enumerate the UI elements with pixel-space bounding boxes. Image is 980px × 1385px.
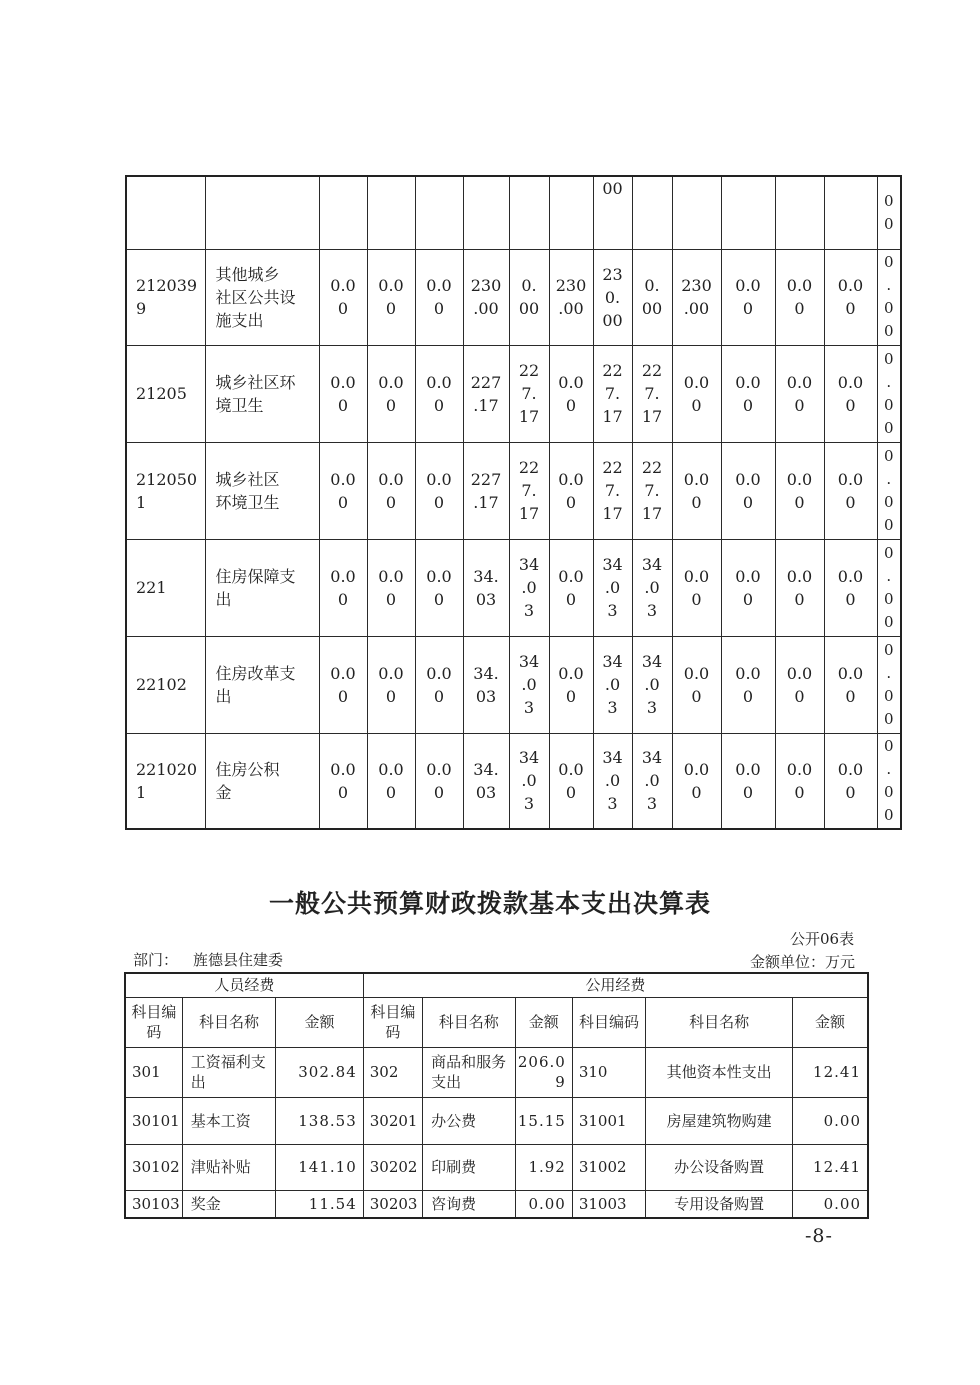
dept-value: 旌德县住建委 xyxy=(193,951,284,969)
table-row xyxy=(126,345,901,442)
amount-cell: 0.0 0 xyxy=(824,539,877,636)
subject-name: 城乡社区环 境卫生 xyxy=(205,345,319,442)
table-row xyxy=(125,1047,868,1097)
page-number: -8- xyxy=(805,1225,833,1247)
amount-cell: 0.0 0 xyxy=(549,636,593,733)
amount-cell: 0.0 0 xyxy=(721,249,775,345)
amount-cell: 22 7. 17 xyxy=(593,345,632,442)
header-amount: 金额 xyxy=(515,997,572,1047)
amount-cell: 0.0 0 xyxy=(824,345,877,442)
subject-name: 住房公积 金 xyxy=(205,733,319,829)
amount-cell: 0.0 0 xyxy=(775,636,824,733)
amount-cell: 0.0 0 xyxy=(367,733,415,829)
amount-cell: 0.0 0 xyxy=(319,442,367,539)
subject-name xyxy=(205,176,319,249)
amount-cell: 0.0 0 xyxy=(319,539,367,636)
amount-cell xyxy=(367,176,415,249)
subject-code: 31003 xyxy=(572,1190,645,1218)
amount-cell: 0.0 0 xyxy=(319,345,367,442)
header-code: 科目编码 xyxy=(363,997,422,1047)
header-name: 科目名称 xyxy=(423,997,515,1047)
amount-cell: 0.0 0 xyxy=(415,442,463,539)
amount-cell: 22 7. 17 xyxy=(593,442,632,539)
subject-code: 221 xyxy=(126,539,205,636)
subject-name: 咨询费 xyxy=(423,1190,515,1218)
subject-code: 21205 xyxy=(126,345,205,442)
amount-cell: 0.0 0 xyxy=(672,636,721,733)
amount-cell: 0.0 0 xyxy=(367,442,415,539)
amount-cell: 23 0. 00 xyxy=(593,249,632,345)
subject-code: 30201 xyxy=(363,1097,422,1144)
amount-cell: 230 .00 xyxy=(549,249,593,345)
dept-label: 部门： xyxy=(133,951,179,969)
subject-name: 办公设备购置 xyxy=(646,1144,793,1190)
amount-cell: 0.0 0 xyxy=(415,345,463,442)
amount: 302.84 xyxy=(276,1047,363,1097)
subject-name: 其他城乡 社区公共设 施支出 xyxy=(205,249,319,345)
amount-cell xyxy=(632,176,672,249)
subject-name: 住房保障支 出 xyxy=(205,539,319,636)
header-amount: 金额 xyxy=(276,997,363,1047)
amount-cell: 34 .0 3 xyxy=(632,539,672,636)
amount-cell xyxy=(463,176,509,249)
table-row xyxy=(125,1144,868,1190)
subject-name: 商品和服务支出 xyxy=(423,1047,515,1097)
amount-cell: 34 .0 3 xyxy=(509,539,549,636)
amount-cell: 34. 03 xyxy=(463,733,509,829)
amount-cell xyxy=(415,176,463,249)
amount: 15.15 xyxy=(515,1097,572,1144)
subject-code: 31001 xyxy=(572,1097,645,1144)
amount: 0.00 xyxy=(793,1190,868,1218)
subject-code: 301 xyxy=(125,1047,182,1097)
amount-cell xyxy=(319,176,367,249)
table-row xyxy=(125,1097,868,1144)
amount-cell: 0.0 0 xyxy=(549,345,593,442)
amount-cell: 0. 00 xyxy=(632,249,672,345)
amount-cell: 0.0 0 xyxy=(367,636,415,733)
subject-code: 212039 9 xyxy=(126,249,205,345)
subject-code: 30203 xyxy=(363,1190,422,1218)
page-title: 一般公共预算财政拨款基本支出决算表 xyxy=(268,889,711,918)
amount-cell: 0.0 0 xyxy=(415,733,463,829)
amount-cell xyxy=(672,176,721,249)
table-row xyxy=(126,249,901,345)
amount-cell xyxy=(509,176,549,249)
amount-cell: 0 . 0 0 xyxy=(877,442,901,539)
amount-cell: 0.0 0 xyxy=(824,636,877,733)
amount-cell: 0.0 0 xyxy=(319,636,367,733)
form-number: 公开06表 xyxy=(790,930,855,948)
subject-code: 212050 1 xyxy=(126,442,205,539)
amount: 206.09 xyxy=(515,1047,572,1097)
amount-cell: 0.0 0 xyxy=(672,733,721,829)
basic-expenditure-table xyxy=(124,972,869,1219)
amount: 0.00 xyxy=(515,1190,572,1218)
subject-code: 30103 xyxy=(125,1190,182,1218)
amount-cell: 0 . 0 0 xyxy=(877,539,901,636)
subject-name: 房屋建筑物购建 xyxy=(646,1097,793,1144)
amount-cell: 34 .0 3 xyxy=(509,636,549,733)
table-row xyxy=(126,733,901,829)
amount: 0.00 xyxy=(793,1097,868,1144)
amount: 1.92 xyxy=(515,1144,572,1190)
header-amount: 金额 xyxy=(793,997,868,1047)
subject-name: 专用设备购置 xyxy=(646,1190,793,1218)
amount-cell: 34 .0 3 xyxy=(593,539,632,636)
amount-cell: 22 7. 17 xyxy=(509,442,549,539)
amount-cell: 227 .17 xyxy=(463,345,509,442)
amount-cell: 0.0 0 xyxy=(672,345,721,442)
header-code: 科目编码 xyxy=(125,997,182,1047)
amount-cell: 0.0 0 xyxy=(367,345,415,442)
top-budget-table xyxy=(125,175,902,830)
amount-cell: 0. 00 xyxy=(509,249,549,345)
amount-cell: 0.0 0 xyxy=(549,442,593,539)
header-code: 科目编码 xyxy=(572,997,645,1047)
subject-name: 办公费 xyxy=(423,1097,515,1144)
header-name: 科目名称 xyxy=(182,997,275,1047)
amount-cell: 0.0 0 xyxy=(824,442,877,539)
subject-name: 其他资本性支出 xyxy=(646,1047,793,1097)
amount-cell: 0.0 0 xyxy=(721,733,775,829)
amount: 141.10 xyxy=(276,1144,363,1190)
amount: 12.41 xyxy=(793,1047,868,1097)
amount-cell: 0 . 0 0 xyxy=(877,249,901,345)
amount-cell: 0.0 0 xyxy=(549,733,593,829)
amount-cell xyxy=(824,176,877,249)
header-name: 科目名称 xyxy=(646,997,793,1047)
amount-cell: 0.0 0 xyxy=(319,249,367,345)
subject-code: 30202 xyxy=(363,1144,422,1190)
amount-cell: 22 7. 17 xyxy=(509,345,549,442)
amount-cell: 0 . 0 0 xyxy=(877,345,901,442)
amount-cell: 0.0 0 xyxy=(672,539,721,636)
amount-cell xyxy=(549,176,593,249)
amount-cell: 0.0 0 xyxy=(824,733,877,829)
unit-label: 金额单位：万元 xyxy=(750,953,856,971)
subject-name: 基本工资 xyxy=(182,1097,275,1144)
amount-cell: 0.0 0 xyxy=(549,539,593,636)
subject-name: 津贴补贴 xyxy=(182,1144,275,1190)
subject-code: 22102 xyxy=(126,636,205,733)
amount-cell: 22 7. 17 xyxy=(632,442,672,539)
table-row xyxy=(126,442,901,539)
amount: 138.53 xyxy=(276,1097,363,1144)
amount: 11.54 xyxy=(276,1190,363,1218)
table-row xyxy=(126,539,901,636)
subject-code: 30102 xyxy=(125,1144,182,1190)
amount-cell: 227 .17 xyxy=(463,442,509,539)
amount-cell: 0.0 0 xyxy=(415,636,463,733)
group-personnel: 人员经费 xyxy=(125,973,363,997)
table-row xyxy=(126,636,901,733)
table-row xyxy=(125,1190,868,1218)
subject-code: 30101 xyxy=(125,1097,182,1144)
amount-cell: 34 .0 3 xyxy=(509,733,549,829)
subject-code: 221020 1 xyxy=(126,733,205,829)
amount-cell: 0.0 0 xyxy=(721,442,775,539)
amount-cell xyxy=(721,176,775,249)
amount-cell: 22 7. 17 xyxy=(632,345,672,442)
amount-cell: 230 .00 xyxy=(463,249,509,345)
subject-code: 31002 xyxy=(572,1144,645,1190)
amount-cell: 34 .0 3 xyxy=(632,636,672,733)
amount-cell: 0.0 0 xyxy=(415,249,463,345)
amount-cell: 34. 03 xyxy=(463,539,509,636)
amount-cell: 0.0 0 xyxy=(672,442,721,539)
amount-cell: 00 xyxy=(593,176,632,249)
amount-cell: 0.0 0 xyxy=(721,636,775,733)
subject-name: 住房改革支 出 xyxy=(205,636,319,733)
amount-cell: 0.0 0 xyxy=(775,539,824,636)
subject-name: 印刷费 xyxy=(423,1144,515,1190)
amount-cell: 34 .0 3 xyxy=(593,636,632,733)
subject-name: 工资福利支出 xyxy=(182,1047,275,1097)
subject-code: 310 xyxy=(572,1047,645,1097)
amount: 12.41 xyxy=(793,1144,868,1190)
amount-cell: 0.0 0 xyxy=(775,733,824,829)
subject-code: 302 xyxy=(363,1047,422,1097)
amount-cell: 0.0 0 xyxy=(721,345,775,442)
amount-cell: 0.0 0 xyxy=(775,345,824,442)
amount-cell: 0 . 0 0 xyxy=(877,636,901,733)
amount-cell: 0 . 0 0 xyxy=(877,733,901,829)
table-row xyxy=(126,176,901,249)
amount-cell: 0.0 0 xyxy=(824,249,877,345)
amount-cell: 0.0 0 xyxy=(319,733,367,829)
amount-cell: 34 .0 3 xyxy=(593,733,632,829)
amount-cell: 0.0 0 xyxy=(415,539,463,636)
amount-cell: 34 .0 3 xyxy=(632,733,672,829)
group-public: 公用经费 xyxy=(363,973,868,997)
amount-cell: 0.0 0 xyxy=(367,249,415,345)
amount-cell xyxy=(775,176,824,249)
subject-name: 奖金 xyxy=(182,1190,275,1218)
amount-cell: 0.0 0 xyxy=(721,539,775,636)
amount-cell: 0.0 0 xyxy=(367,539,415,636)
amount-cell: 230 .00 xyxy=(672,249,721,345)
subject-name: 城乡社区 环境卫生 xyxy=(205,442,319,539)
amount-cell: 0.0 0 xyxy=(775,249,824,345)
amount-cell: 0.0 0 xyxy=(775,442,824,539)
subject-code xyxy=(126,176,205,249)
amount-cell: 0 0 xyxy=(877,176,901,249)
amount-cell: 34. 03 xyxy=(463,636,509,733)
